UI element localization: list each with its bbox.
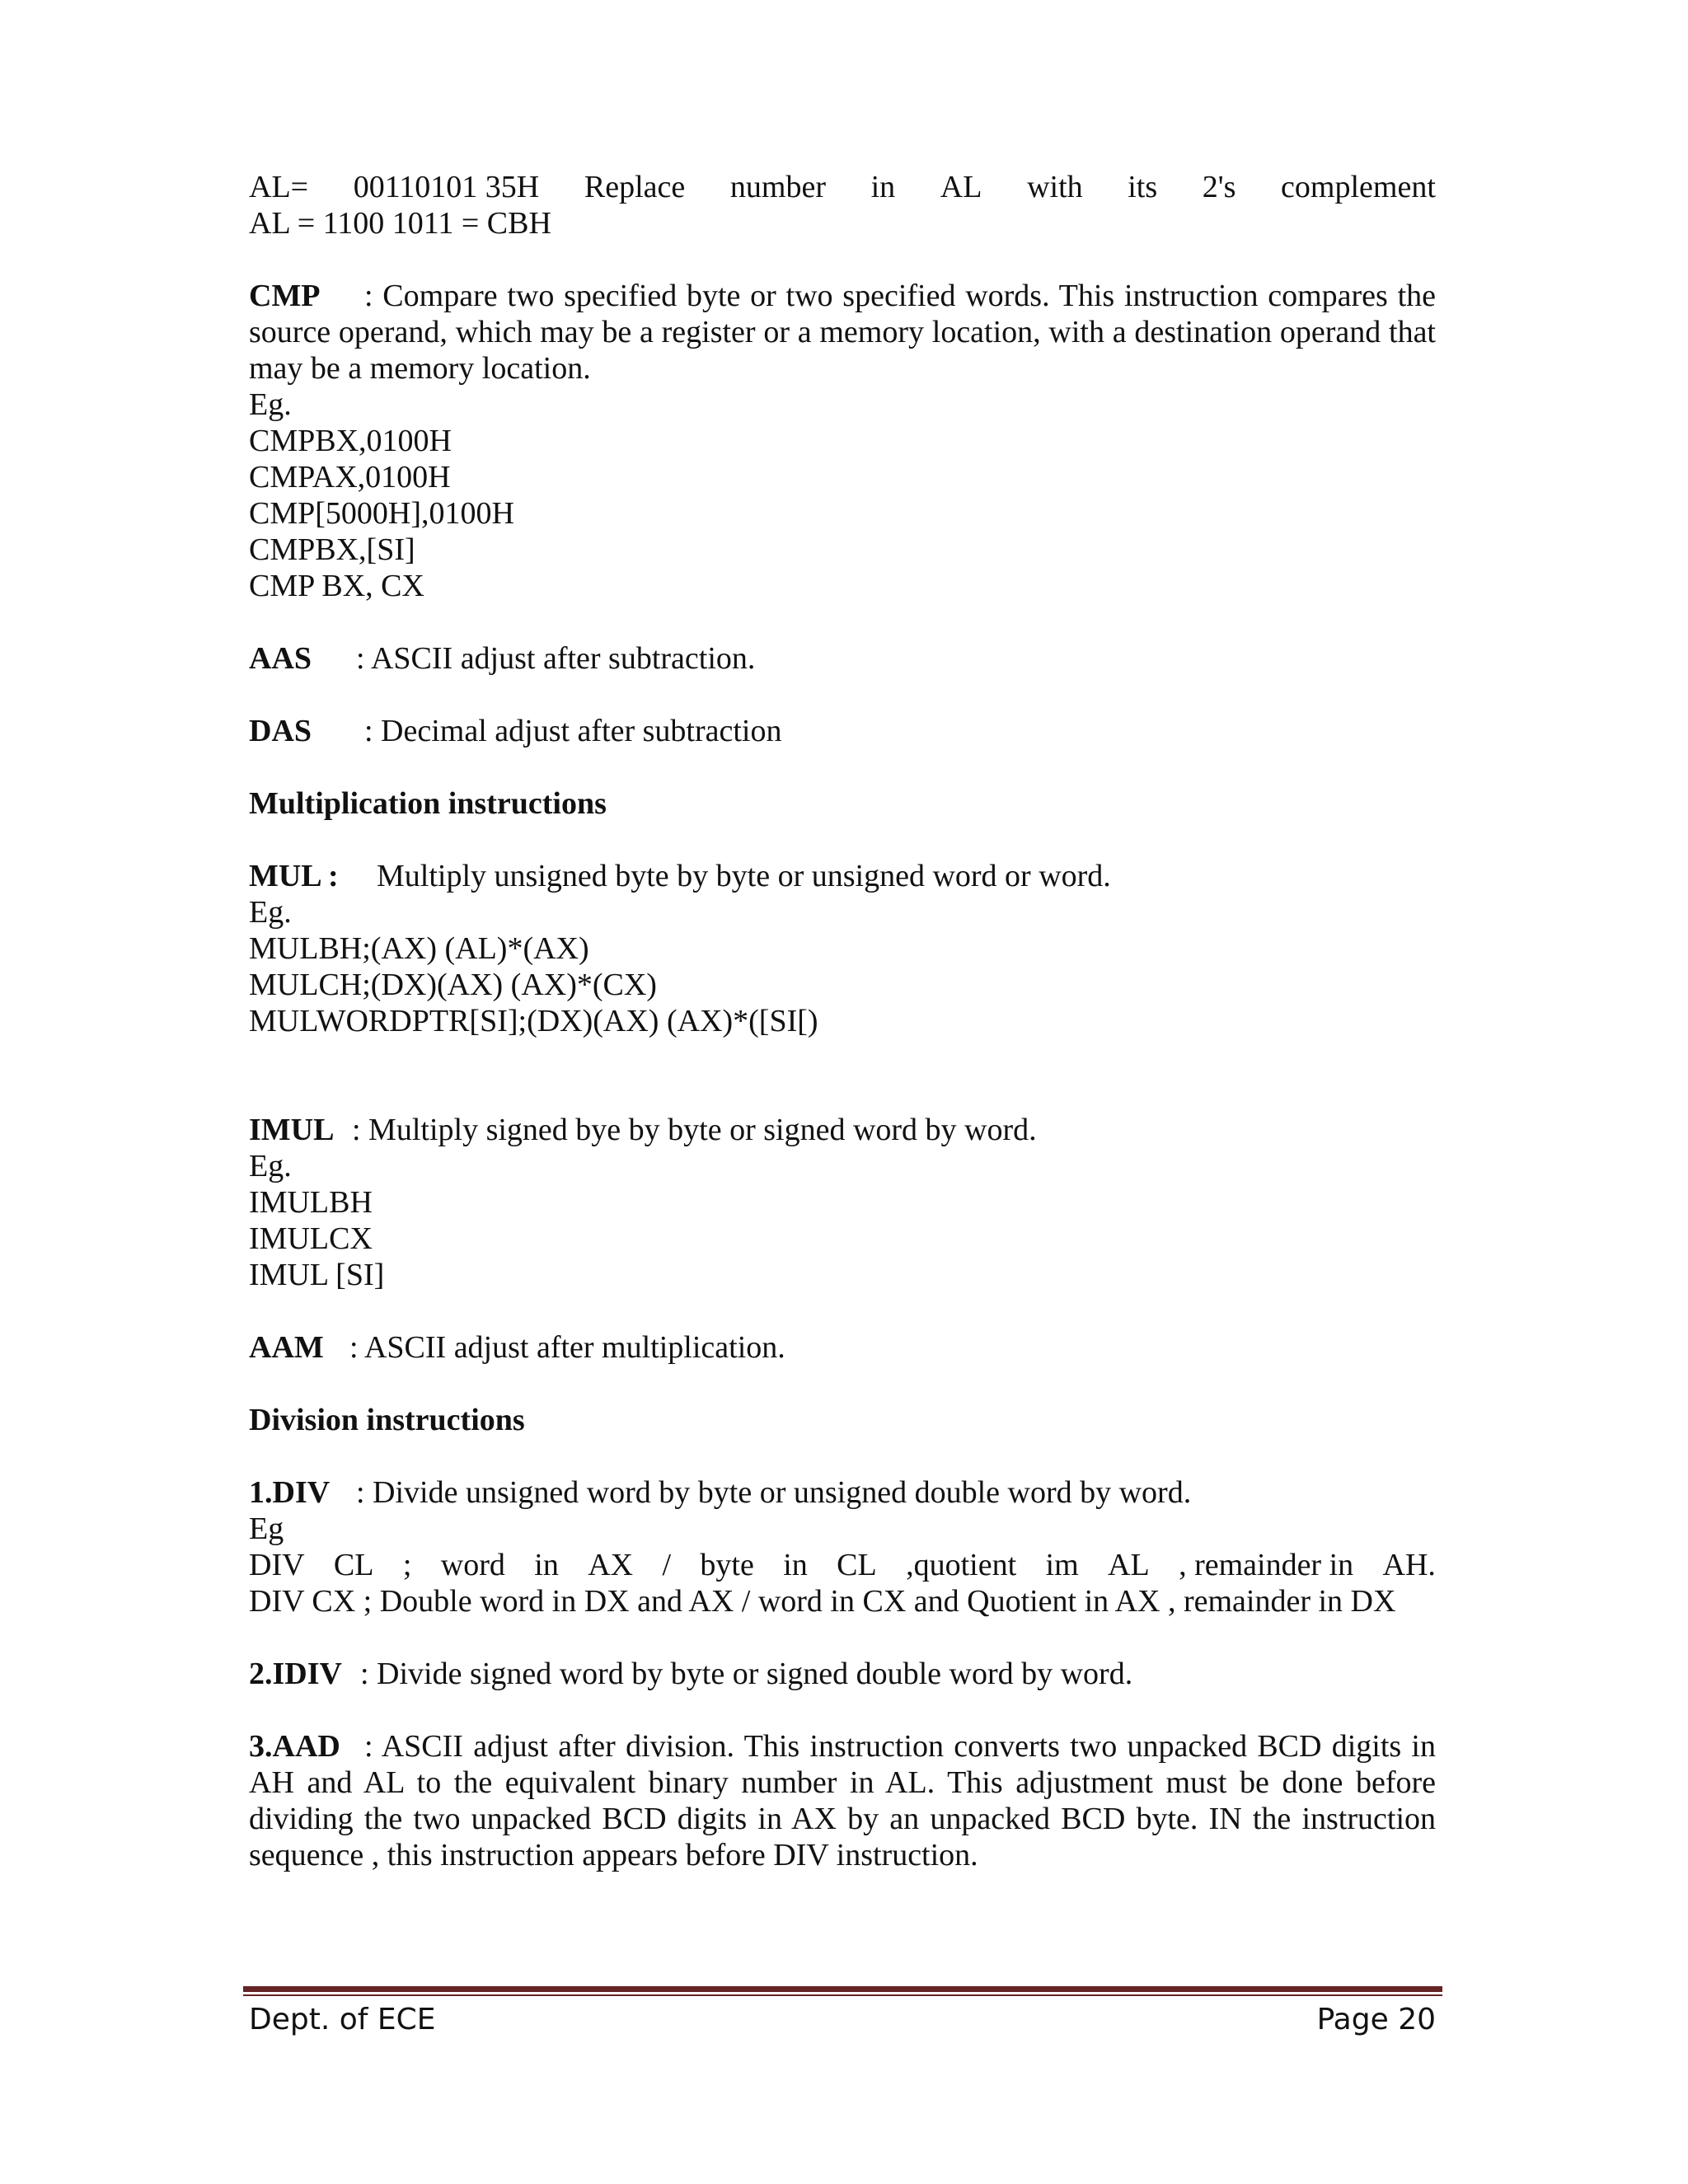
page-footer [249,2003,1436,2036]
code-example: IMULBH [249,1185,373,1220]
word: AL [1108,1548,1150,1582]
word: ; [402,1548,412,1582]
aas-keyword: AAS [249,641,312,676]
footer-department: Dept. of ECE [249,2003,436,2036]
eg-label: Eg. [249,895,292,930]
code-example: IMUL [SI] [249,1258,385,1292]
aam-entry [249,1329,1436,1366]
footer-rule [243,1986,1442,1998]
word: im [1045,1548,1079,1582]
code-example: MULWORDPTR[SI];(DX)(AX) (AX)*([SI[) [249,1004,818,1038]
code-example: MULBH;(AX) (AL)*(AX) [249,931,589,966]
multiplication-heading: Multiplication instructions [249,786,607,821]
cmp-paragraph [249,278,1436,387]
code-example: CMP BX, CX [249,569,424,603]
word: Replace [584,170,686,204]
word: in [870,170,896,204]
word: CL [333,1548,374,1582]
aas-entry [249,640,1436,677]
word: AL= [249,170,309,204]
word: 2's [1202,170,1236,204]
word: in [783,1548,808,1582]
word: with [1027,170,1083,204]
das-entry [249,713,1436,749]
div-example-line-2: DIV CX ; Double word in DX and AX / word in CX and Quotient in AX , remainder in DX [249,1584,1396,1619]
idiv-keyword: 2.IDIV [249,1657,342,1691]
word: AX [588,1548,634,1582]
code-example: CMPBX,[SI] [249,532,415,567]
imul-keyword: IMUL [249,1113,335,1147]
eg-label: Eg [249,1511,284,1546]
div-example-line [249,1547,1436,1583]
das-keyword: DAS [249,714,312,748]
word: CL [837,1548,877,1582]
word: AH. [1382,1548,1436,1582]
word: AL [940,170,982,204]
al-complement-line [249,169,1436,205]
das-description: : Decimal adjust after subtraction [364,714,782,748]
eg-label: Eg. [249,387,292,422]
division-heading: Division instructions [249,1403,525,1437]
word: 00110101 35H [353,170,540,204]
word: word [440,1548,505,1582]
word: number [729,170,826,204]
mul-entry [249,858,1436,894]
code-example: CMP[5000H],0100H [249,496,514,531]
eg-label: Eg. [249,1149,292,1183]
imul-entry [249,1112,1436,1148]
footer-page-number: Page 20 [1316,2003,1436,2036]
div-entry [249,1474,1436,1511]
word: ,quotient [906,1548,1017,1582]
word: , remainder in [1179,1548,1354,1582]
aad-keyword: 3.AAD [249,1729,340,1764]
div-keyword: 1.DIV [249,1475,331,1510]
word: in [534,1548,559,1582]
aad-paragraph [249,1728,1436,1873]
word: its [1128,170,1158,204]
footer-rule-thick [243,1986,1442,1992]
cmp-keyword: CMP [249,279,321,313]
imul-description: : Multiply signed bye by byte or signed word by word. [352,1113,1037,1147]
code-example: CMPAX,0100H [249,460,451,494]
al-result-line: AL = 1100 1011 = CBH [249,206,551,241]
word: DIV [249,1548,305,1582]
idiv-description: : Divide signed word by byte or signed double word by word. [360,1657,1133,1691]
aad-description: : ASCII adjust after division. This instruction converts two unpacked BCD digits in AH and AL to the equivalent binary number in AL. This adjustment must be done before dividing the two unpacked BCD digits in AX by an unpacked BCD byte. IN the instruction sequence , this instruction appears before DIV instruction. [249,1729,1436,1872]
word: byte [700,1548,754,1582]
word: complement [1281,170,1436,204]
mul-keyword: MUL : [249,859,339,893]
idiv-entry [249,1656,1436,1692]
aas-description: : ASCII adjust after subtraction. [356,641,756,676]
word: / [662,1548,672,1582]
code-example: MULCH;(DX)(AX) (AX)*(CX) [249,968,657,1002]
mul-description: Multiply unsigned byte by byte or unsigned word or word. [377,859,1111,893]
div-description: : Divide unsigned word by byte or unsigned double word by word. [356,1475,1192,1510]
code-example: IMULCX [249,1221,373,1256]
footer-rule-thin [243,1994,1442,1996]
aam-keyword: AAM [249,1330,324,1365]
aam-description: : ASCII adjust after multiplication. [349,1330,785,1365]
page-content [249,169,1436,1873]
code-example: CMPBX,0100H [249,424,452,458]
cmp-description: : Compare two specified byte or two specified words. This instruction compares the source operand, which may be a register or a memory location, with a destination operand that may be a memory location. [249,279,1436,386]
